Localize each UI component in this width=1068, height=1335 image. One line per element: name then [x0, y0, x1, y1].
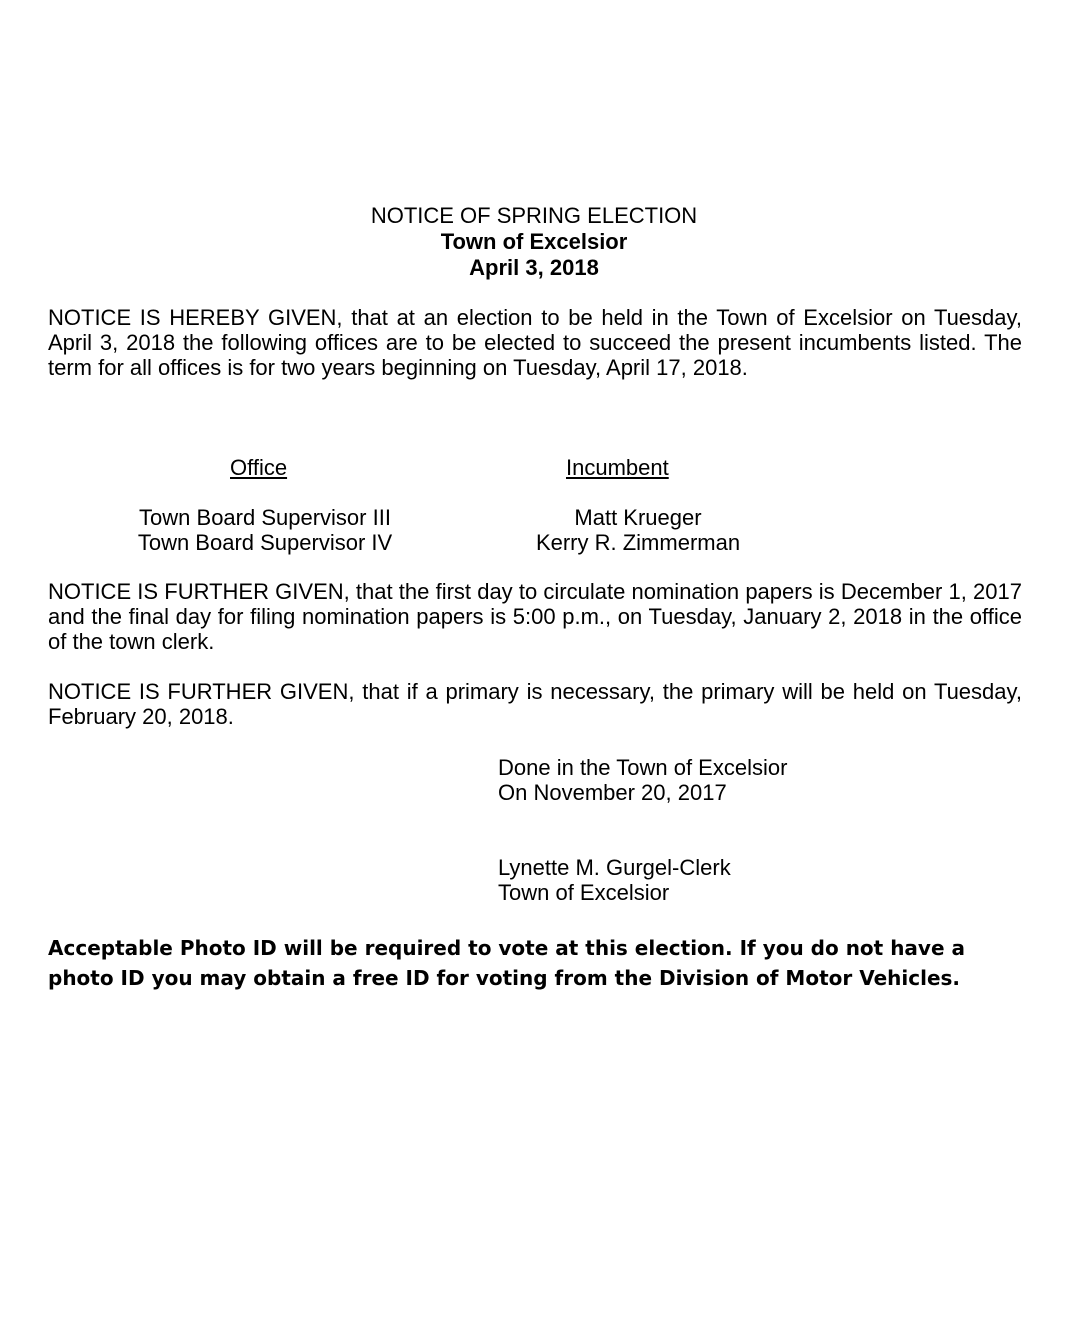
incumbent-column-header: Incumbent — [566, 455, 669, 480]
notice-paragraph-hereby-given: NOTICE IS HEREBY GIVEN, that at an election to be held in the Town of Excelsior on Tuesday, April 3, 2018 the following offices are to be elected to succeed the present incumbents listed. The term for all offices is for two years beginning on Tuesday, April 17, 2018. — [48, 305, 1022, 380]
done-in-town: Done in the Town of Excelsior — [498, 755, 788, 780]
incumbent-row: Matt Krueger — [574, 505, 702, 530]
notice-title: NOTICE OF SPRING ELECTION — [370, 203, 698, 228]
town-name: Town of Excelsior — [440, 229, 628, 254]
photo-id-line-1: Acceptable Photo ID will be required to vote at this election. If you do not have a — [48, 936, 965, 960]
clerk-town: Town of Excelsior — [498, 880, 670, 905]
photo-id-line-2: photo ID you may obtain a free ID for voting from the Division of Motor Vehicles. — [48, 966, 961, 990]
notice-paragraph-primary: NOTICE IS FURTHER GIVEN, that if a primary is necessary, the primary will be held on Tuesday, February 20, 2018. — [48, 679, 1022, 729]
incumbent-row: Kerry R. Zimmerman — [535, 530, 741, 555]
office-row: Town Board Supervisor III — [139, 505, 391, 530]
office-column-header: Office — [230, 455, 288, 480]
office-list — [100, 505, 430, 555]
clerk-name: Lynette M. Gurgel-Clerk — [498, 855, 731, 880]
photo-id-notice — [48, 933, 1038, 993]
election-date: April 3, 2018 — [469, 255, 599, 280]
done-on-date: On November 20, 2017 — [498, 780, 727, 805]
done-in-block — [498, 755, 787, 805]
clerk-signature-block — [498, 855, 731, 905]
notice-header — [0, 203, 1068, 281]
incumbent-list — [488, 505, 788, 555]
notice-paragraph-nomination: NOTICE IS FURTHER GIVEN, that the first day to circulate nomination papers is December 1, 2017 and the final day for filing nomination papers is 5:00 p.m., on Tuesday, January 2, 2018 in the office of the town clerk. — [48, 579, 1022, 654]
office-row: Town Board Supervisor IV — [137, 530, 393, 555]
